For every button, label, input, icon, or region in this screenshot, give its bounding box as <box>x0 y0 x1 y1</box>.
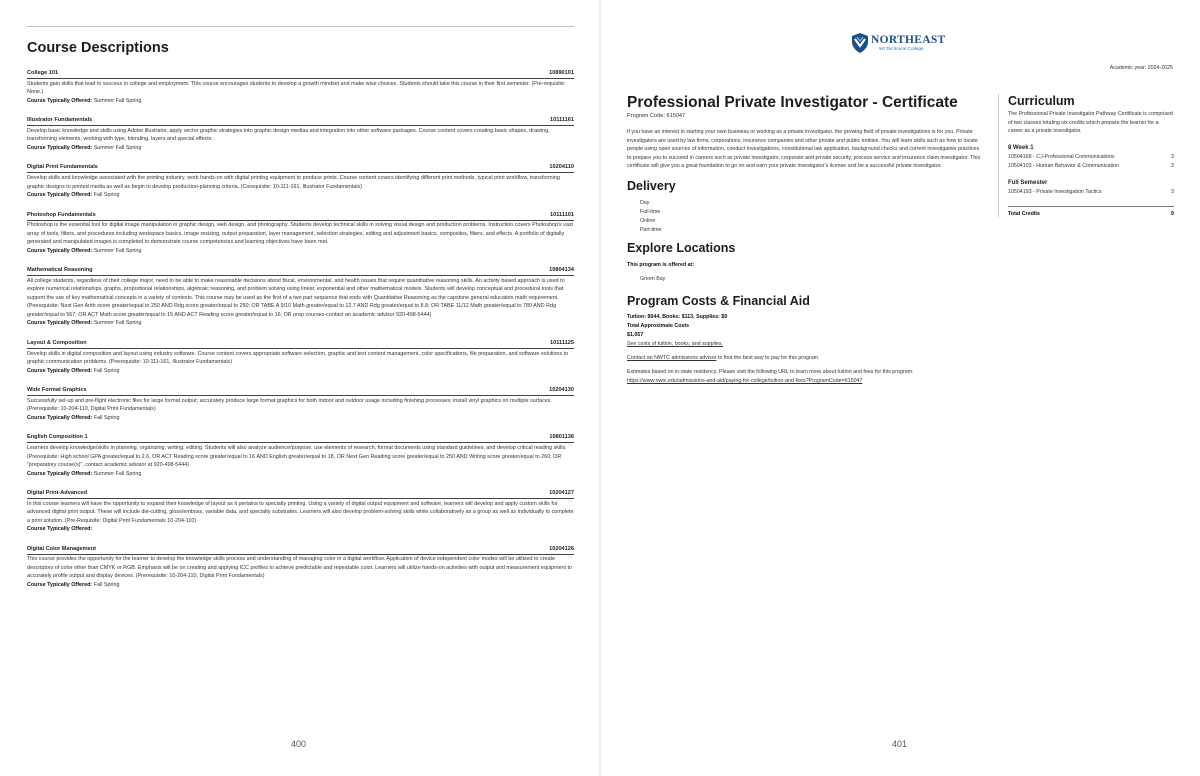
course-header <box>27 211 574 221</box>
page-number-right: 401 <box>892 739 908 749</box>
offered-terms: Summer Fall Spring <box>93 97 142 104</box>
right-page <box>601 0 1200 776</box>
program-intro: If you have an interest in starting your own business or working as a private investigator, the growing field of private investigations is for you. Private investigators are used by law firms, corporations, insurance companies and other private and public entities. You will learn skills such as how to locate people using open sources of information, conduct investigations, constitutional law application, background checks and current investigative practices to prepare you to succeed in careers such as private investigator, corporate and private security, process service and insurance claim investigator. This certificate will give you a great foundation to go on and earn your private investigator's license and be a successful private investigator. <box>627 129 981 170</box>
course-entry <box>27 339 574 375</box>
total-credits-label: Total Credits <box>1008 210 1040 217</box>
course-description: Develop skills and knowledge associated with the printing industry, work hands-on with digital printing equipment to produce prints. Course content covers identifying different print methods, typical print workflow, transforming graphic designs to printed media as well as begin to develop production-planning criteria. (Corequisite: 10-111-161, Illustrator Fundamentals) <box>27 175 560 190</box>
course-name: Mathematical Reasoning <box>27 267 93 274</box>
offered-label: Course Typically Offered: <box>27 192 93 199</box>
course-header <box>27 433 574 443</box>
course-name: English Composition 1 <box>27 434 88 441</box>
course-entry <box>27 545 574 590</box>
logo-subtitle: WI Technical College <box>879 47 924 52</box>
tuition-url-link[interactable]: https://www.nwtc.edu/admissions-and-aid/paying-for-college/tuition-and-fees?ProgramCode=615047 <box>627 377 863 384</box>
page-number-left: 400 <box>291 739 307 749</box>
course-entry <box>27 386 574 422</box>
course-name: Layout & Composition <box>27 339 87 346</box>
see-costs-link[interactable]: See costs of tuition, books, and supplies. <box>627 340 723 347</box>
semester-title: 8 Week 1 <box>1008 144 1034 151</box>
semester-block <box>1008 179 1174 197</box>
course-credits: 3 <box>1171 153 1174 160</box>
course-entry <box>27 211 574 256</box>
course-offered <box>27 191 574 200</box>
course-offered <box>27 319 574 328</box>
course-credits: 3 <box>1171 188 1174 195</box>
course-name: Photoshop Fundamentals <box>27 211 96 218</box>
course-code: 10204126 <box>549 545 574 552</box>
logo-name: NORTHEAST <box>871 34 946 46</box>
course-code: 10204127 <box>549 490 574 496</box>
delivery-item: Part-time <box>640 226 662 233</box>
total-credits-value: 9 <box>1171 210 1174 217</box>
offered-terms: Fall Spring <box>93 581 120 588</box>
course-description: In this course learners will have the opportunity to expand their knowledge of layout as it pertains to specialty printing. Using a variety of digital output equipment and software, learners will develop and apply custom skills for advanced digital print output. These will include die-cutting, gloss/emboss, variable data, and specialty substrates. Learners will also develop problem-solving skills while collaboratively as a group as well as individually to complete a print solution. (Pre-Requisite: Digital Print Fundamentals 10-204-110) <box>27 500 574 524</box>
offered-label: Course Typically Offered: <box>27 581 93 588</box>
course-description: Successfully set-up and pre-flight electronic files for large format output; accurately produce large format graphics for both indoor and outdoor usage including finishing processes; install vinyl graphics on multiple surfaces. (Prerequisite: 10-204-110, Digital Print Fundamentals) <box>27 397 552 413</box>
contact-line <box>627 354 983 363</box>
course-offered <box>27 525 574 534</box>
offered-label: Course Typically Offered: <box>27 526 93 533</box>
explore-heading: Explore Locations <box>627 240 736 255</box>
course-name: 10504103 - Human Behavior & Communication <box>1008 162 1120 169</box>
offered-label: Course Typically Offered: <box>27 470 93 477</box>
left-page <box>27 0 574 776</box>
course-name: Digital Color Management <box>27 545 96 552</box>
delivery-heading: Delivery <box>627 178 676 193</box>
course-offered <box>27 247 574 256</box>
course-name: 10504168 - CJ-Professional Communications <box>1008 153 1115 160</box>
delivery-item: Day <box>640 199 650 206</box>
offered-label: Course Typically Offered: <box>27 247 93 254</box>
delivery-item: Online <box>640 217 656 224</box>
course-offered <box>27 581 574 590</box>
costs-section <box>627 294 983 386</box>
course-code: 10801136 <box>549 434 574 441</box>
course-header <box>27 163 574 173</box>
costs-heading: Program Costs & Financial Aid <box>627 293 810 308</box>
course-name: College 101 <box>27 70 59 76</box>
course-name: Illustrator Fundamentals <box>27 117 93 124</box>
semester-title: Full Semester <box>1008 179 1048 186</box>
course-name: Digital Print-Advanced <box>27 490 87 496</box>
delivery-list <box>640 199 983 235</box>
curriculum-desc: The Professional Private Investigator Pathway Certificate is comprised of two classes totaling six credits which prepare the learner for a career as a private investigator. <box>1008 111 1173 135</box>
course-entry <box>27 163 574 199</box>
program-code: Program Code: 615047 <box>627 113 686 119</box>
top-rule <box>27 26 574 27</box>
curriculum-course <box>1008 162 1174 171</box>
course-name: Wide Format Graphics <box>27 387 87 394</box>
course-offered <box>27 414 574 423</box>
total-costs-label: Total Approximate Costs <box>627 322 690 329</box>
course-entry <box>27 69 574 105</box>
course-list <box>27 69 574 600</box>
course-name: 10504193 - Private Investigation Tactics <box>1008 188 1102 195</box>
offered-terms: Summer Fall Spring <box>93 470 142 477</box>
offered-terms: Summer Fall Spring <box>93 247 142 254</box>
offered-terms: Summer Fall Spring <box>93 144 142 151</box>
semester-block <box>1008 144 1174 171</box>
offered-label: Course Typically Offered: <box>27 367 93 374</box>
offered-label: Course Typically Offered: <box>27 97 93 104</box>
course-entry <box>27 266 574 328</box>
course-entry <box>27 489 574 534</box>
offered-terms: Fall Spring <box>93 192 120 199</box>
course-header <box>27 489 574 499</box>
course-code: 10890101 <box>549 70 574 76</box>
offered-label: Course Typically Offered: <box>27 144 93 151</box>
program-main <box>627 94 983 386</box>
page-heading: Course Descriptions <box>27 40 169 56</box>
delivery-item: Full-time <box>640 208 661 215</box>
offered-label: Course Typically Offered: <box>27 320 93 327</box>
course-code: 10111125 <box>550 339 574 346</box>
course-header <box>27 69 574 79</box>
tuition-breakdown: Tuition: $944, Books: $113, Supplies: $0 <box>627 313 728 320</box>
course-offered <box>27 367 574 376</box>
course-description: Learners develop knowledge/skills in planning, organizing, writing, editing. Students will also analyze audience/purpose, use elements of research, format documents using standard guidelines, and develop critical reading skills. (Prerequisite: High school GPA greater/equal to 2.6, OR ACT Reading score greater/equal to 16 AND English greater/equal to 18, OR Next Gen Reading score greater/equal to 250 AND Writing score greater/equal to 260; OR "preparatory course(s)", contact academic advisor at 920-498-5444) <box>27 445 567 468</box>
course-code: 10111101 <box>550 211 574 218</box>
course-entry <box>27 116 574 152</box>
course-code: 10204130 <box>549 387 574 394</box>
course-header <box>27 339 574 349</box>
curriculum-course <box>1008 153 1174 162</box>
contact-advisor-link[interactable]: Contact an NWTC admissions advisor <box>627 354 717 361</box>
curriculum-sidebar <box>998 94 1174 217</box>
course-description: Students gain skills that lead to success in college and employment. This course encourages students to develop a growth mindset and make wise choices. Students should take this course in their first semester. (Pre-requisite: None.) <box>27 80 566 96</box>
offered-at-label: This program is offered at: <box>627 261 695 268</box>
course-header <box>27 386 574 396</box>
total-credits-row <box>1008 206 1174 217</box>
curriculum-course <box>1008 188 1174 197</box>
course-entry <box>27 433 574 478</box>
explore-section <box>627 241 983 284</box>
course-description: Develop skills in digital composition and layout using industry software. Course content covers appropriate software selection, graphic and text content management, color specifications, file preparation, and software solutions to graphic communication problems. (Prerequisite: 10-111-161, Illustrator Fundamentals) <box>27 350 569 366</box>
total-costs-value: $1,057 <box>627 331 644 338</box>
course-header <box>27 116 574 126</box>
curriculum-heading: Curriculum <box>1008 94 1075 108</box>
course-description: All college students, regardless of their college major, need to be able to make reasonable decisions about fiscal, environmental, and health issues that require quantitative reasoning skills. An activity based approach is used to explore numerical relationships, graphs, proportional relationships, algebraic reasoning, and problem solving using linear, exponential and other mathematical models. Students will develop conceptual and procedural tools that support the use of key mathematical concepts in a variety of contexts. This course may be used as the first of a two part sequence that ends with Quantitative Reasoning as the capstone general education math requirement. (Prerequisite: Next Gen Arith score greater/equal to 250 AND Rdg score greater/equal to 250; OR TABE A 9/10 Math greater/equal to 12.7 AND Rdg greater/equal to 8.8; OR TABE 11/12 Math greater/equal to 780 AND Rdg greater/equal to 567; OR ACT Math score greater/equal to 15 AND ACT Reading score greater/equal to 16; OR prep courses-contact an academic advisor 920-498-5444) <box>27 277 565 318</box>
location-name: Green Bay <box>640 275 666 282</box>
course-code: 10804134 <box>549 267 574 274</box>
course-code: 10204110 <box>549 164 574 171</box>
course-description: Photoshop is the essential tool for digital image manipulation in graphic design, web design, and photography. Students develop technical skills in solving visual design and production problems. Instruction covers Photoshop's vast array of tools, filters, and procedures including workspace basics, image resizing, output preparation, layer management, selection strategies, editing and adjustment basics, composites, filters, and effects. A portfolio of digitally generated and manipulated images is completed to demonstrate course competencies and learning objectives have been met. <box>27 222 574 246</box>
offered-terms: Summer Fall Spring <box>93 320 142 327</box>
contact-text: to find the best way to pay for this program. <box>716 354 820 361</box>
offered-terms: Fall Spring <box>93 367 120 374</box>
offered-terms: Fall Spring <box>93 414 120 421</box>
course-header <box>27 266 574 276</box>
course-offered <box>27 97 574 106</box>
estimates-note: Estimates based on in-state residency. Please visit the following URL to learn more about tuition and fees for this program. <box>627 368 914 375</box>
college-logo <box>851 31 961 57</box>
course-offered <box>27 144 574 153</box>
course-code: 10111161 <box>550 117 574 124</box>
course-offered <box>27 470 574 479</box>
course-name: Digital Print Fundamentals <box>27 164 98 171</box>
course-credits: 3 <box>1171 162 1174 169</box>
academic-year: Academic year: 2024-2025 <box>1109 65 1173 71</box>
course-description: This course provides the opportunity for the learner to develop the knowledge skills process and understanding of managing color in a digital workflow. Application of device independent color modes will be utilized to create descriptors of color other than CMYK or RGB. Emphasis will be on creating and applying ICC profiles to achieve predictable and repeatable color. Learners will utilize hands-on activities with output and measurement equipment to accurately profile output and display devices. (Prerequisite: 10-204-110, Digital Print Fundamentals) <box>27 556 573 580</box>
program-title: Professional Private Investigator - Certificate <box>627 94 958 111</box>
course-header <box>27 545 574 555</box>
offered-label: Course Typically Offered: <box>27 414 93 421</box>
course-description: Develop basic knowledge and skills using Adobe Illustrator, apply vector graphic strategies into graphic design medias and integration into other software packages. Course content covers creating basic shapes, drawing, transforming elements, working with type, blending, layers and special effects. <box>27 127 550 143</box>
delivery-section <box>627 179 983 235</box>
shield-logo-icon <box>851 32 869 54</box>
